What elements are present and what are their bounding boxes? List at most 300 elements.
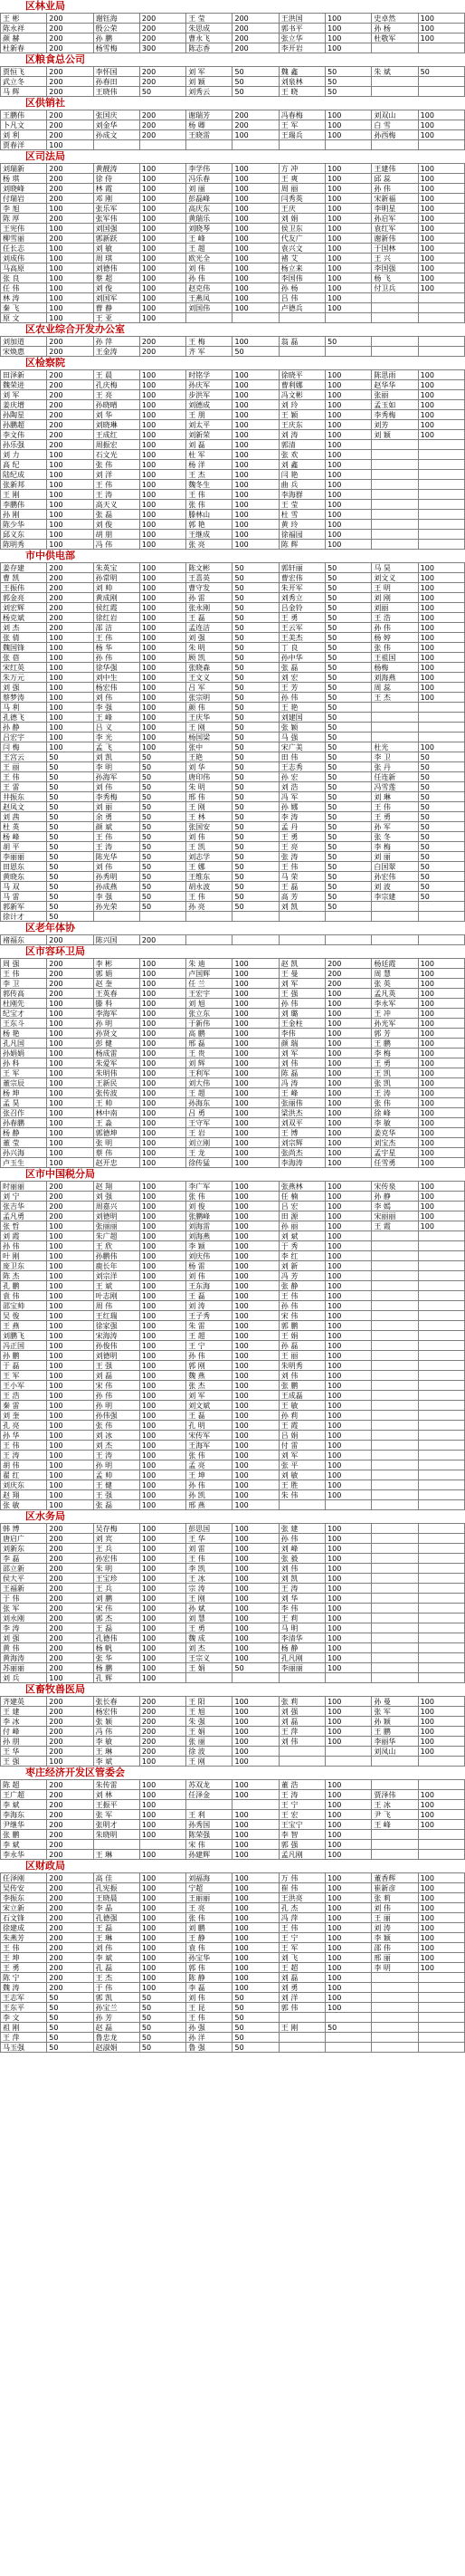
amount-cell: 100 — [232, 1108, 279, 1118]
donor-name-cell: 杨 坤 — [1, 1088, 47, 1098]
table-row — [1, 1737, 465, 1747]
amount-cell: 100 — [326, 370, 372, 380]
amount-cell: 100 — [326, 1717, 372, 1727]
donor-name-cell: 李 颖 — [372, 1933, 418, 1943]
donor-name-cell: 陈 磊 — [279, 1068, 325, 1078]
amount-cell — [418, 87, 464, 97]
donor-name-cell: 杨 华 — [93, 643, 139, 653]
donor-name-cell: 谢钰海 — [93, 14, 139, 24]
amount-cell — [418, 935, 464, 945]
amount-cell: 100 — [139, 653, 185, 663]
amount-cell: 100 — [139, 1361, 185, 1371]
donor-name-cell: 王海军 — [186, 1441, 232, 1451]
donor-name-cell: 孙 丽 — [279, 1221, 325, 1231]
donor-name-cell: 王东斗 — [1, 1019, 47, 1029]
table-row — [1, 244, 465, 254]
donor-name-cell: 冯文彬 — [279, 390, 325, 400]
amount-cell: 50 — [326, 723, 372, 733]
donor-name-cell — [372, 1623, 418, 1633]
amount-cell: 100 — [47, 733, 93, 742]
amount-cell: 100 — [418, 244, 464, 254]
donor-name-cell: 王 强 — [93, 1361, 139, 1371]
donor-name-cell: 孙宝华 — [186, 1953, 232, 1963]
amount-cell: 100 — [418, 1913, 464, 1923]
donor-name-cell — [372, 87, 418, 97]
table-row — [1, 812, 465, 822]
donor-name-cell: 孟玉如 — [372, 400, 418, 410]
donor-name-cell — [372, 510, 418, 520]
donor-name-cell: 赵克伟 — [186, 283, 232, 293]
amount-cell: 100 — [47, 263, 93, 273]
amount-cell: 100 — [139, 1221, 185, 1231]
donor-name-cell: 刘加道 — [1, 337, 47, 347]
amount-cell: 200 — [47, 87, 93, 97]
amount-cell: 100 — [232, 500, 279, 510]
table-row — [1, 723, 465, 733]
donor-name-cell: 张 伟 — [93, 460, 139, 470]
amount-cell: 100 — [47, 1138, 93, 1148]
amount-cell: 100 — [232, 969, 279, 979]
amount-cell: 100 — [418, 959, 464, 969]
donation-table — [0, 1872, 465, 2053]
amount-cell: 100 — [326, 1281, 372, 1291]
donor-name-cell: 吕 军 — [186, 683, 232, 693]
donor-name-cell: 刘 伟 — [279, 1737, 325, 1747]
amount-cell: 100 — [326, 2003, 372, 2013]
donor-name-cell: 张新邦 — [1, 480, 47, 490]
donor-name-cell — [93, 1840, 139, 1850]
amount-cell: 100 — [139, 663, 185, 673]
amount-cell: 100 — [418, 979, 464, 989]
table-row — [1, 420, 465, 430]
donor-name-cell: 李 伟 — [279, 1604, 325, 1614]
amount-cell: 100 — [326, 1451, 372, 1460]
donor-name-cell: 付瑞岩 — [1, 194, 47, 204]
table-row — [1, 1371, 465, 1381]
amount-cell: 50 — [232, 782, 279, 792]
donor-name-cell: 吴 俊 — [1, 1311, 47, 1321]
amount-cell: 200 — [47, 1554, 93, 1564]
amount-cell: 100 — [139, 1460, 185, 1470]
donor-name-cell: 宋红英 — [1, 663, 47, 673]
donor-name-cell: 刘 勇 — [279, 1983, 325, 1993]
table-row — [1, 593, 465, 603]
amount-cell: 100 — [326, 1078, 372, 1088]
table-row — [1, 842, 465, 852]
amount-cell — [418, 293, 464, 303]
donor-name-cell: 王晓雷 — [186, 130, 232, 140]
donor-name-cell: 孙宝兰 — [93, 2003, 139, 2013]
donor-name-cell: 李 智 — [279, 1830, 325, 1840]
table-row — [1, 1331, 465, 1341]
amount-cell: 100 — [139, 1963, 185, 1973]
amount-cell: 100 — [326, 1983, 372, 1993]
donor-name-cell: 王子秀 — [186, 1311, 232, 1321]
donor-name-cell: 代友广 — [279, 234, 325, 244]
amount-cell: 100 — [47, 673, 93, 683]
table-row — [1, 1241, 465, 1251]
donor-name-cell: 蔡梦涛 — [1, 693, 47, 703]
donor-name-cell: 曲 兵 — [279, 480, 325, 490]
amount-cell — [418, 1311, 464, 1321]
amount-cell: 100 — [139, 263, 185, 273]
donor-name-cell: 孙 明 — [93, 1460, 139, 1470]
amount-cell: 100 — [232, 254, 279, 263]
table-row — [1, 999, 465, 1009]
donor-name-cell — [372, 1490, 418, 1500]
amount-cell: 50 — [139, 812, 185, 822]
amount-cell: 200 — [47, 959, 93, 969]
donor-name-cell: 任泽刚 — [1, 1873, 47, 1883]
table-row — [1, 832, 465, 842]
donor-name-cell: 刘成伟 — [1, 254, 47, 263]
amount-cell: 100 — [139, 1182, 185, 1192]
amount-cell: 100 — [418, 1873, 464, 1883]
amount-cell: 100 — [326, 1039, 372, 1049]
donor-name-cell: 王 鹏 — [372, 1727, 418, 1737]
amount-cell: 100 — [232, 1594, 279, 1604]
amount-cell: 100 — [418, 1039, 464, 1049]
donor-name-cell: 王庆华 — [186, 713, 232, 723]
donor-name-cell: 王 利 — [186, 1810, 232, 1820]
amount-cell — [418, 1614, 464, 1623]
table-row — [1, 1883, 465, 1893]
donor-name-cell: 杜新春 — [1, 43, 47, 53]
donor-name-cell: 王 亮 — [93, 390, 139, 400]
donor-name-cell: 孙 曼 — [372, 1697, 418, 1707]
donor-name-cell: 张 冬 — [372, 832, 418, 842]
amount-cell: 100 — [47, 1480, 93, 1490]
amount-cell: 100 — [139, 1231, 185, 1241]
donor-name-cell: 邢 磊 — [186, 1039, 232, 1049]
amount-cell: 50 — [139, 1993, 185, 2003]
amount-cell: 100 — [326, 1544, 372, 1554]
amount-cell — [418, 2013, 464, 2023]
table-row — [1, 2043, 465, 2053]
amount-cell: 100 — [418, 1078, 464, 1088]
amount-cell: 100 — [232, 1524, 279, 1534]
donor-name-cell — [372, 1633, 418, 1643]
amount-cell: 200 — [47, 1594, 93, 1604]
amount-cell — [418, 1321, 464, 1331]
donor-name-cell: 徐 峰 — [372, 1108, 418, 1118]
donor-name-cell: 张 鹏 — [1, 1830, 47, 1840]
donor-name-cell: 王 伟 — [372, 802, 418, 812]
amount-cell — [418, 1391, 464, 1401]
amount-cell — [418, 1663, 464, 1673]
amount-cell: 100 — [326, 540, 372, 550]
amount-cell: 100 — [326, 1371, 372, 1381]
amount-cell: 200 — [47, 1830, 93, 1840]
donor-name-cell: 马高原 — [1, 263, 47, 273]
donor-name-cell: 王 帅 — [93, 1098, 139, 1108]
amount-cell: 100 — [326, 1301, 372, 1311]
amount-cell: 100 — [326, 1460, 372, 1470]
amount-cell: 100 — [326, 1883, 372, 1893]
donor-name-cell: 孔 鹏 — [1, 1281, 47, 1291]
amount-cell: 200 — [47, 1820, 93, 1830]
amount-cell: 50 — [139, 862, 185, 872]
amount-cell — [326, 2033, 372, 2043]
donor-name-cell: 王 颖 — [279, 410, 325, 420]
donor-name-cell: 王成磊 — [279, 1391, 325, 1401]
donor-name-cell: 时丽丽 — [1, 1182, 47, 1192]
donation-table — [0, 1523, 465, 1683]
amount-cell: 100 — [232, 1049, 279, 1058]
table-row — [1, 263, 465, 273]
table-row — [1, 283, 465, 293]
amount-cell: 100 — [232, 1604, 279, 1614]
donor-name-cell: 冯雪莲 — [372, 782, 418, 792]
donor-name-cell: 吕宏宇 — [1, 733, 47, 742]
amount-cell: 100 — [326, 34, 372, 43]
table-row — [1, 480, 465, 490]
amount-cell: 100 — [139, 1401, 185, 1411]
amount-cell: 200 — [47, 110, 93, 120]
amount-cell: 50 — [232, 673, 279, 683]
amount-cell — [418, 1301, 464, 1311]
table-row — [1, 1321, 465, 1331]
amount-cell: 100 — [139, 1019, 185, 1029]
amount-cell: 200 — [326, 979, 372, 989]
amount-cell — [418, 1757, 464, 1767]
donor-name-cell: 孙春鹏 — [1, 1118, 47, 1128]
donor-name-cell: 王 超 — [186, 1088, 232, 1098]
amount-cell: 100 — [232, 380, 279, 390]
department-title: 区市容环卫局 — [25, 945, 85, 957]
table-row — [1, 1271, 465, 1281]
donor-name-cell: 王 莹 — [279, 500, 325, 510]
amount-cell: 100 — [232, 1873, 279, 1883]
donor-name-cell: 刘立刚 — [186, 1138, 232, 1148]
donor-name-cell: 余 勇 — [93, 812, 139, 822]
table-row — [1, 1963, 465, 1973]
amount-cell: 200 — [47, 623, 93, 633]
amount-cell: 100 — [139, 1202, 185, 1211]
donor-name-cell: 李丽华 — [372, 1737, 418, 1747]
amount-cell: 100 — [139, 303, 185, 313]
donor-name-cell: 刘 宏 — [279, 673, 325, 683]
amount-cell: 200 — [47, 573, 93, 583]
amount-cell: 50 — [232, 882, 279, 892]
amount-cell: 100 — [232, 1653, 279, 1663]
donor-name-cell: 孙俊伟 — [93, 1341, 139, 1351]
donor-name-cell: 赵凤文 — [1, 802, 47, 812]
amount-cell: 100 — [47, 1381, 93, 1391]
donor-name-cell: 王 霞 — [372, 1221, 418, 1231]
amount-cell: 100 — [139, 420, 185, 430]
amount-cell: 200 — [47, 1873, 93, 1883]
table-row — [1, 583, 465, 593]
donor-name-cell: 张国庆 — [93, 110, 139, 120]
donor-name-cell: 林中南 — [93, 1108, 139, 1118]
amount-cell: 100 — [139, 1584, 185, 1594]
donor-name-cell — [372, 2003, 418, 2013]
amount-cell: 100 — [232, 480, 279, 490]
amount-cell: 50 — [326, 762, 372, 772]
amount-cell: 100 — [139, 1480, 185, 1490]
donor-name-cell: 王 丽 — [372, 1913, 418, 1923]
table-row — [1, 1534, 465, 1544]
amount-cell — [418, 490, 464, 500]
amount-cell — [232, 935, 279, 945]
amount-cell: 100 — [47, 480, 93, 490]
amount-cell: 100 — [418, 1138, 464, 1148]
table-row — [1, 400, 465, 410]
amount-cell: 100 — [139, 1790, 185, 1800]
donor-name-cell — [372, 1663, 418, 1673]
donor-name-cell: 闫秀英 — [279, 194, 325, 204]
donor-name-cell: 刘 伟 — [93, 1943, 139, 1953]
amount-cell: 100 — [418, 573, 464, 583]
donor-name-cell: 王 霞 — [279, 1421, 325, 1431]
donor-name-cell: 刘 强 — [93, 1192, 139, 1202]
donor-name-cell: 李 卫 — [1, 979, 47, 989]
amount-cell: 100 — [47, 1451, 93, 1460]
amount-cell: 50 — [418, 842, 464, 852]
amount-cell: 100 — [326, 460, 372, 470]
amount-cell — [418, 1490, 464, 1500]
amount-cell: 100 — [47, 520, 93, 530]
donor-name-cell: 杨立来 — [279, 263, 325, 273]
amount-cell: 100 — [232, 1138, 279, 1148]
donor-name-cell: 刘 霞 — [1, 1231, 47, 1241]
amount-cell: 100 — [232, 430, 279, 440]
donor-name-cell: 刘 旭 — [186, 999, 232, 1009]
donor-name-cell: 刘 涛 — [372, 1923, 418, 1933]
donor-name-cell: 冯 涛 — [279, 1078, 325, 1088]
amount-cell: 200 — [139, 24, 185, 34]
donor-name-cell: 邢 伟 — [186, 792, 232, 802]
table-row — [1, 77, 465, 87]
donor-name-cell: 刘 军 — [279, 979, 325, 989]
donor-name-cell: 郭金亮 — [1, 593, 47, 603]
amount-cell: 200 — [139, 347, 185, 357]
amount-cell: 100 — [47, 1148, 93, 1158]
table-row — [1, 1574, 465, 1584]
donor-name-cell: 侯卫东 — [279, 224, 325, 234]
amount-cell: 50 — [326, 703, 372, 713]
donor-name-cell: 孙 刚 — [1, 510, 47, 520]
amount-cell: 50 — [326, 772, 372, 782]
amount-cell: 100 — [139, 1564, 185, 1574]
donor-name-cell: 吕 伟 — [279, 293, 325, 303]
donor-name-cell — [372, 2023, 418, 2033]
amount-cell: 100 — [418, 1049, 464, 1058]
donor-name-cell: 王 刚 — [186, 723, 232, 733]
amount-cell: 50 — [139, 872, 185, 882]
donor-name-cell: 刘 伟 — [186, 263, 232, 273]
amount-cell: 100 — [326, 1311, 372, 1321]
amount-cell — [326, 313, 372, 323]
donor-name-cell: 杜 雪 — [279, 510, 325, 520]
table-row — [1, 1148, 465, 1158]
amount-cell: 100 — [232, 337, 279, 347]
amount-cell: 100 — [139, 1500, 185, 1510]
donor-name-cell: 刘 斌 — [279, 1231, 325, 1241]
donor-name-cell: 杨宏伟 — [93, 683, 139, 693]
donor-name-cell — [372, 1231, 418, 1241]
department-section — [0, 1510, 465, 1683]
amount-cell: 100 — [232, 1251, 279, 1261]
table-row — [1, 623, 465, 633]
amount-cell: 200 — [47, 1943, 93, 1953]
table-row — [1, 214, 465, 224]
donor-name-cell: 高 纪 — [1, 460, 47, 470]
amount-cell: 100 — [418, 1820, 464, 1830]
donor-name-cell: 郭 娟 — [93, 969, 139, 979]
donor-name-cell: 朱燕芳 — [1, 1933, 47, 1943]
donor-name-cell: 董香辉 — [372, 1873, 418, 1883]
amount-cell: 50 — [232, 822, 279, 832]
donor-name-cell: 朱 强 — [186, 1717, 232, 1727]
amount-cell: 100 — [139, 603, 185, 613]
donor-name-cell — [372, 140, 418, 150]
amount-cell: 200 — [47, 34, 93, 43]
amount-cell: 50 — [47, 822, 93, 832]
donor-name-cell: 刘 丽 — [372, 852, 418, 862]
amount-cell: 100 — [232, 1707, 279, 1717]
donor-name-cell: 刘 峰 — [279, 1544, 325, 1554]
amount-cell — [418, 1633, 464, 1643]
amount-cell: 200 — [326, 969, 372, 979]
donor-name-cell: 王 伟 — [279, 862, 325, 872]
donor-name-cell — [279, 1673, 325, 1683]
table-row — [1, 822, 465, 832]
amount-cell: 100 — [326, 1623, 372, 1633]
donor-name-cell: 朱传雷 — [93, 1780, 139, 1790]
amount-cell: 200 — [47, 1211, 93, 1221]
amount-cell: 50 — [232, 563, 279, 573]
donor-name-cell: 王宫云 — [1, 752, 47, 762]
donor-name-cell: 刘 宁 — [1, 1192, 47, 1202]
amount-cell: 50 — [232, 2033, 279, 2043]
donor-name-cell — [372, 935, 418, 945]
amount-cell — [418, 1341, 464, 1351]
amount-cell — [139, 140, 185, 150]
amount-cell: 100 — [232, 1840, 279, 1850]
amount-cell — [418, 1261, 464, 1271]
donor-name-cell: 冯 芳 — [279, 1271, 325, 1281]
amount-cell: 200 — [139, 34, 185, 43]
amount-cell: 50 — [232, 87, 279, 97]
amount-cell: 100 — [232, 204, 279, 214]
donor-name-cell — [372, 713, 418, 723]
donor-name-cell: 杨成雷 — [93, 1049, 139, 1058]
donor-name-cell: 张 军 — [1, 1604, 47, 1614]
amount-cell: 50 — [418, 782, 464, 792]
donor-name-cell: 张丽伟 — [279, 1098, 325, 1108]
donor-name-cell — [372, 1431, 418, 1441]
amount-cell: 50 — [47, 792, 93, 802]
amount-cell: 100 — [326, 1873, 372, 1883]
table-row — [1, 1158, 465, 1168]
donor-name-cell: 刘 涛 — [279, 430, 325, 440]
donor-name-cell: 王 梅 — [186, 337, 232, 347]
amount-cell: 100 — [139, 293, 185, 303]
donor-name-cell: 张传波 — [93, 1088, 139, 1098]
donor-name-cell: 王 莹 — [186, 14, 232, 24]
donor-name-cell: 陈 杰 — [1, 1271, 47, 1281]
amount-cell: 100 — [232, 1381, 279, 1391]
table-row — [1, 1098, 465, 1108]
donor-name-cell: 王文义 — [186, 673, 232, 683]
amount-cell: 100 — [232, 1202, 279, 1211]
donor-name-cell: 孙晓晴 — [93, 400, 139, 410]
donor-name-cell: 孙娟娟 — [1, 1049, 47, 1058]
amount-cell: 100 — [418, 1707, 464, 1717]
donor-name-cell: 张长春 — [93, 1697, 139, 1707]
